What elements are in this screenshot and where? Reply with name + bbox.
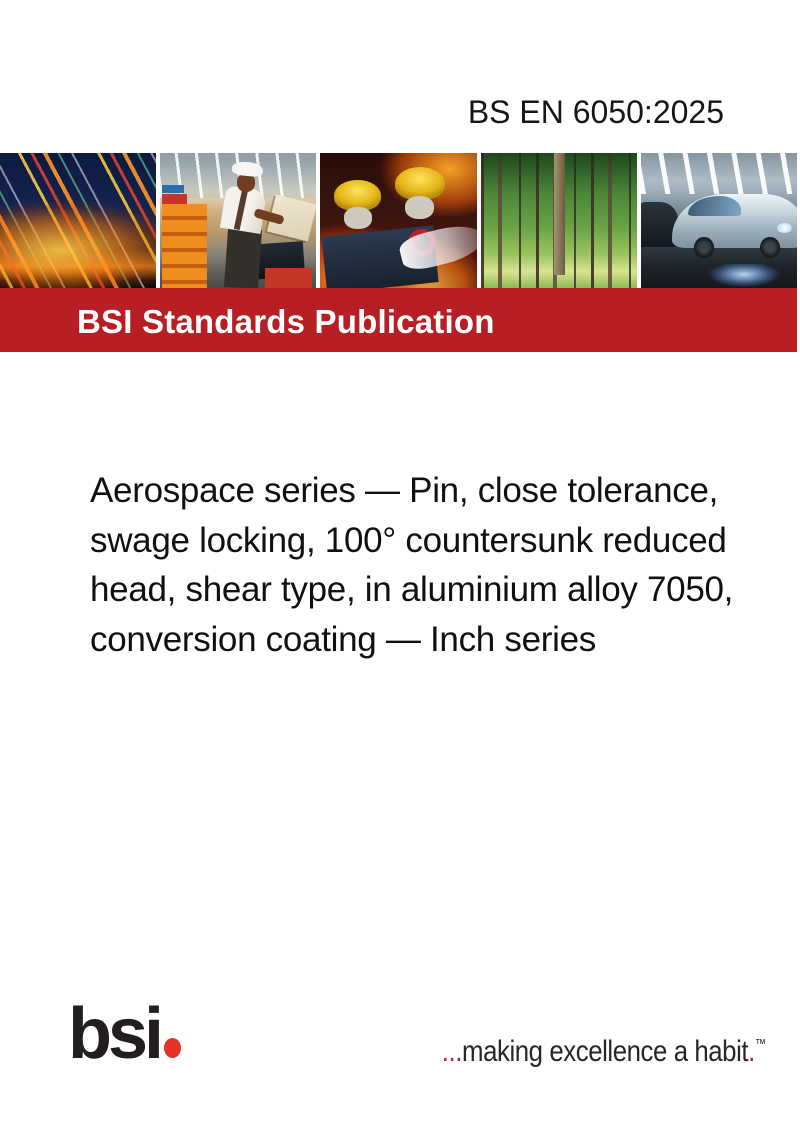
standard-title-line: head, shear type, in aluminium alloy 7050, — [90, 570, 734, 609]
document-number: BS EN 6050:2025 — [467, 94, 724, 130]
standard-title-line: Aerospace series — Pin, close tolerance, — [90, 471, 719, 510]
car-window-shape — [688, 196, 741, 216]
trademark-symbol: ™ — [754, 1036, 766, 1051]
bsi-logo-red-dot-icon — [164, 1038, 181, 1058]
orange-crates-shape — [162, 204, 207, 288]
blue-crate-shape — [162, 185, 184, 193]
firefighters-photo — [320, 153, 476, 288]
warehouse-worker-photo — [160, 153, 316, 288]
car-assembly-photo — [641, 153, 797, 288]
publication-banner — [0, 288, 797, 352]
car-headlight-shape — [777, 223, 793, 232]
car-wheel-shape — [760, 237, 780, 259]
car-wheel-shape — [694, 237, 714, 259]
firefighter-face-shape — [405, 196, 435, 219]
standard-title-line: conversion coating — Inch series — [90, 619, 596, 659]
tagline-period: . — [748, 1035, 755, 1068]
tree-trunk-shape — [554, 153, 565, 275]
floor-glow-shape — [703, 264, 784, 287]
firefighter-face-shape — [344, 207, 372, 229]
bsi-logo — [68, 994, 181, 1074]
standard-title — [90, 466, 750, 664]
cover-photo-strip — [0, 153, 797, 288]
publication-banner-label: BSI Standards Publication — [77, 303, 495, 340]
forest-photo — [481, 153, 637, 288]
worker-trousers-shape — [224, 227, 262, 288]
bsi-tagline — [442, 1037, 766, 1067]
tagline-text: making excellence a habit — [461, 1035, 749, 1068]
firefighter-helmet-shape — [395, 167, 445, 201]
red-crate-shape — [162, 194, 187, 205]
bsi-logo-text: bsi — [68, 994, 161, 1074]
light-trails-photo — [0, 153, 156, 288]
factory-lights-shape — [641, 153, 797, 194]
standard-title-line: swage locking, 100° countersunk reduced — [90, 520, 727, 560]
red-bin-shape — [265, 268, 312, 288]
tagline-ellipsis: ... — [441, 1035, 462, 1068]
